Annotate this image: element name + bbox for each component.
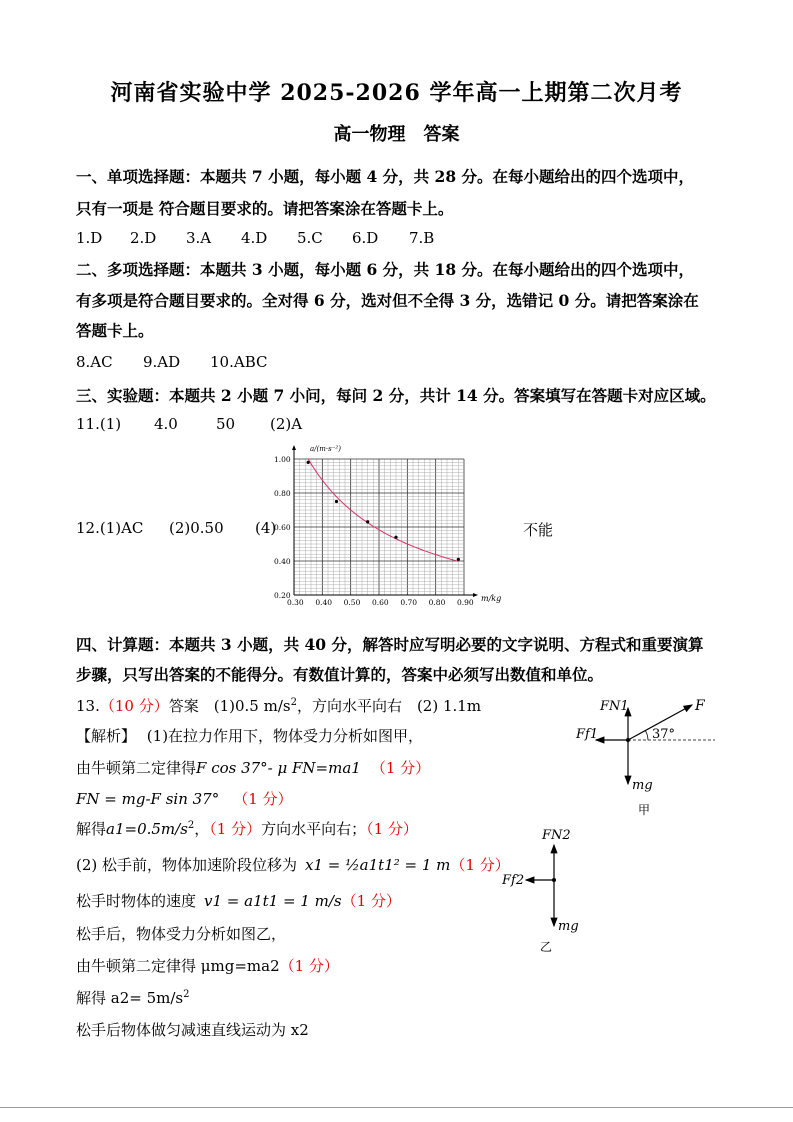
answer-5: 5.C xyxy=(297,229,323,247)
eq5-exponent: 2 xyxy=(183,989,190,1000)
y-tick-label: 0.20 xyxy=(274,591,291,600)
q13-eq1-line xyxy=(76,757,430,778)
data-point-3 xyxy=(366,520,369,523)
answer-1: 1.D xyxy=(76,229,103,247)
q11-part1: 11.(1) xyxy=(76,415,122,433)
jia-ff-label: Ff1 xyxy=(576,727,599,742)
x-tick-label: 0.40 xyxy=(315,598,333,607)
section2-heading-line3: 答题卡上。 xyxy=(76,321,154,340)
yi-fn-label: FN2 xyxy=(542,828,571,843)
page-subtitle: 高一物理 答案 xyxy=(333,124,460,145)
data-point-5 xyxy=(457,558,460,561)
yi-center-dot xyxy=(552,878,556,882)
x-axis-arrow xyxy=(473,593,478,597)
yi-ff-label: Ff2 xyxy=(502,873,525,888)
page-bottom-rule xyxy=(0,1107,793,1108)
analysis-label: 【解析】 xyxy=(76,727,137,745)
q13-eq2-line xyxy=(76,788,293,809)
q13-answer-line xyxy=(76,695,481,716)
q11-part2: (2)A xyxy=(270,415,303,433)
eq3-score2: （1 分） xyxy=(366,820,418,838)
eq4-text: 由牛顿第二定律得 μmg=ma2 xyxy=(76,957,280,975)
chart-axes xyxy=(292,445,478,597)
jia-angle-label: 37° xyxy=(652,727,676,742)
q13-answer-exponent: 2 xyxy=(290,697,297,708)
jia-angle-arc xyxy=(646,731,649,740)
q13-answer-suffix: ，方向水平向右 (2) 1.1m xyxy=(296,697,482,715)
velocity-formula: v1 = a1t1 = 1 m/s xyxy=(204,892,342,910)
data-point-4 xyxy=(394,536,397,539)
analysis-text: (1)在拉力作用下，物体受力分析如图甲， xyxy=(146,727,424,745)
q12-part4: (4) xyxy=(255,519,277,537)
velocity-score: （1 分） xyxy=(341,892,401,910)
answer-2: 2.D xyxy=(130,229,157,247)
q13-eq4-line xyxy=(76,955,339,976)
eq1-score: （1 分） xyxy=(370,759,431,777)
q13-after-line: 松手后，物体受力分析如图乙， xyxy=(76,925,287,943)
answer-4: 4.D xyxy=(241,229,268,247)
q13-part2-line xyxy=(76,854,510,875)
x-tick-label: 0.50 xyxy=(343,598,361,607)
part2-text: (2) 松手前，物体加速阶段位移为 xyxy=(76,856,298,874)
answer-8: 8.AC xyxy=(76,353,113,371)
q11-value2: 50 xyxy=(216,415,236,433)
page-title: 河南省实验中学 2025-2026 学年高一上期第二次月考 xyxy=(110,80,683,106)
q13-last-line: 松手后物体做匀减速直线运动为 x2 xyxy=(76,1021,309,1039)
answer-10: 10.ABC xyxy=(210,353,268,371)
y-tick-label: 1.00 xyxy=(274,455,291,464)
jia-caption: 甲 xyxy=(638,803,651,817)
eq1-text: 由牛顿第二定律得 xyxy=(76,759,197,777)
section1-heading-line2: 只有一项是 符合题目要求的。请把答案涂在答题卡上。 xyxy=(76,199,454,218)
jia-mg-label: mg xyxy=(632,778,653,793)
answer-9: 9.AD xyxy=(143,353,181,371)
answer-6: 6.D xyxy=(352,229,379,247)
eq3-score1: （1 分） xyxy=(209,820,262,838)
answer-7: 7.B xyxy=(409,229,435,247)
force-diagram-yi xyxy=(498,823,618,953)
yi-mg-label: mg xyxy=(558,919,579,934)
velocity-text: 松手时物体的速度 xyxy=(76,892,197,910)
chart-grid xyxy=(294,459,464,595)
q13-analysis-line xyxy=(76,725,423,746)
section1-heading-line1: 一、单项选择题：本题共 7 小题，每小题 4 分，共 28 分。在每小题给出的四个选项中， xyxy=(76,167,695,186)
part2-formula: x1 = ½a1t1² = 1 m xyxy=(305,856,451,874)
section4-heading-line1: 四、计算题：本题共 3 小题，共 40 分，解答时应写明必要的文字说明、方程式和重要演算 xyxy=(76,635,704,654)
yi-caption: 乙 xyxy=(540,940,553,953)
q13-eq5-line xyxy=(76,987,190,1008)
eq3-formula: a1=0.5m/s xyxy=(106,820,188,838)
section3-heading: 三、实验题：本题共 2 小题 7 小问，每问 2 分，共计 14 分。答案填写在答题卡对应区域。 xyxy=(76,386,716,405)
eq4-score: （1 分） xyxy=(279,957,339,975)
q12-conclusion: 不能 xyxy=(523,521,554,539)
data-point-2 xyxy=(335,500,338,503)
y-axis-arrow xyxy=(292,445,296,450)
y-tick-label: 0.80 xyxy=(274,489,291,498)
x-tick-label: 0.70 xyxy=(400,598,418,607)
x-tick-label: 0.90 xyxy=(457,598,474,607)
eq2-formula: FN = mg-F sin 37° xyxy=(76,790,220,808)
eq2-score: （1 分） xyxy=(233,790,293,808)
q13-answer-prefix: 答案 (1)0.5 m/s xyxy=(168,697,291,715)
q13-velocity-line xyxy=(76,890,401,911)
y-tick-label: 0.40 xyxy=(274,557,291,566)
q13-score: （10 分） xyxy=(99,697,169,715)
x-tick-label: 0.30 xyxy=(287,598,304,607)
eq3-direction: 方向水平向右； xyxy=(261,820,367,838)
jia-fn-label: FN1 xyxy=(600,699,629,714)
q13-eq3-line xyxy=(76,818,418,839)
chart-xlabel: m/kg xyxy=(481,594,502,603)
data-point-1 xyxy=(307,461,310,464)
eq3-prefix: 解得 xyxy=(76,820,107,838)
jia-f-label: F xyxy=(695,698,705,714)
eq1-formula: F cos 37°- μ FN=ma1 xyxy=(196,759,361,777)
jia-center-dot xyxy=(626,738,630,742)
q12-part1: 12.(1)AC xyxy=(76,519,144,537)
section2-heading-line2: 有多项是符合题目要求的。全对得 6 分，选对但不全得 3 分，选错记 0 分。请把答案涂在 xyxy=(76,291,699,310)
answer-3: 3.A xyxy=(186,229,212,247)
section2-heading-line1: 二、多项选择题：本题共 3 小题，每小题 6 分，共 18 分。在每小题给出的四个选项中， xyxy=(76,260,695,279)
eq3-exponent: 2 xyxy=(187,820,195,831)
x-tick-label: 0.60 xyxy=(372,598,389,607)
x-tick-label: 0.80 xyxy=(428,598,446,607)
eq5-text: 解得 a2= 5m/s xyxy=(76,989,184,1007)
force-diagram-jia xyxy=(570,692,720,822)
section4-heading-line2: 步骤，只写出答案的不能得分。有数值计算的，答案中必须写出数值和单位。 xyxy=(76,665,604,684)
q13-number: 13. xyxy=(76,697,100,715)
y-tick-label: 0.60 xyxy=(274,523,291,532)
acceleration-mass-chart xyxy=(262,440,512,612)
chart-ylabel: a/(m·s⁻²) xyxy=(310,445,341,453)
eq3-comma: ， xyxy=(194,820,210,838)
q12-part2: (2)0.50 xyxy=(169,519,224,537)
chart-ticks-group xyxy=(274,455,474,607)
q11-value1: 4.0 xyxy=(154,415,178,433)
part2-score: （1 分） xyxy=(450,856,510,874)
